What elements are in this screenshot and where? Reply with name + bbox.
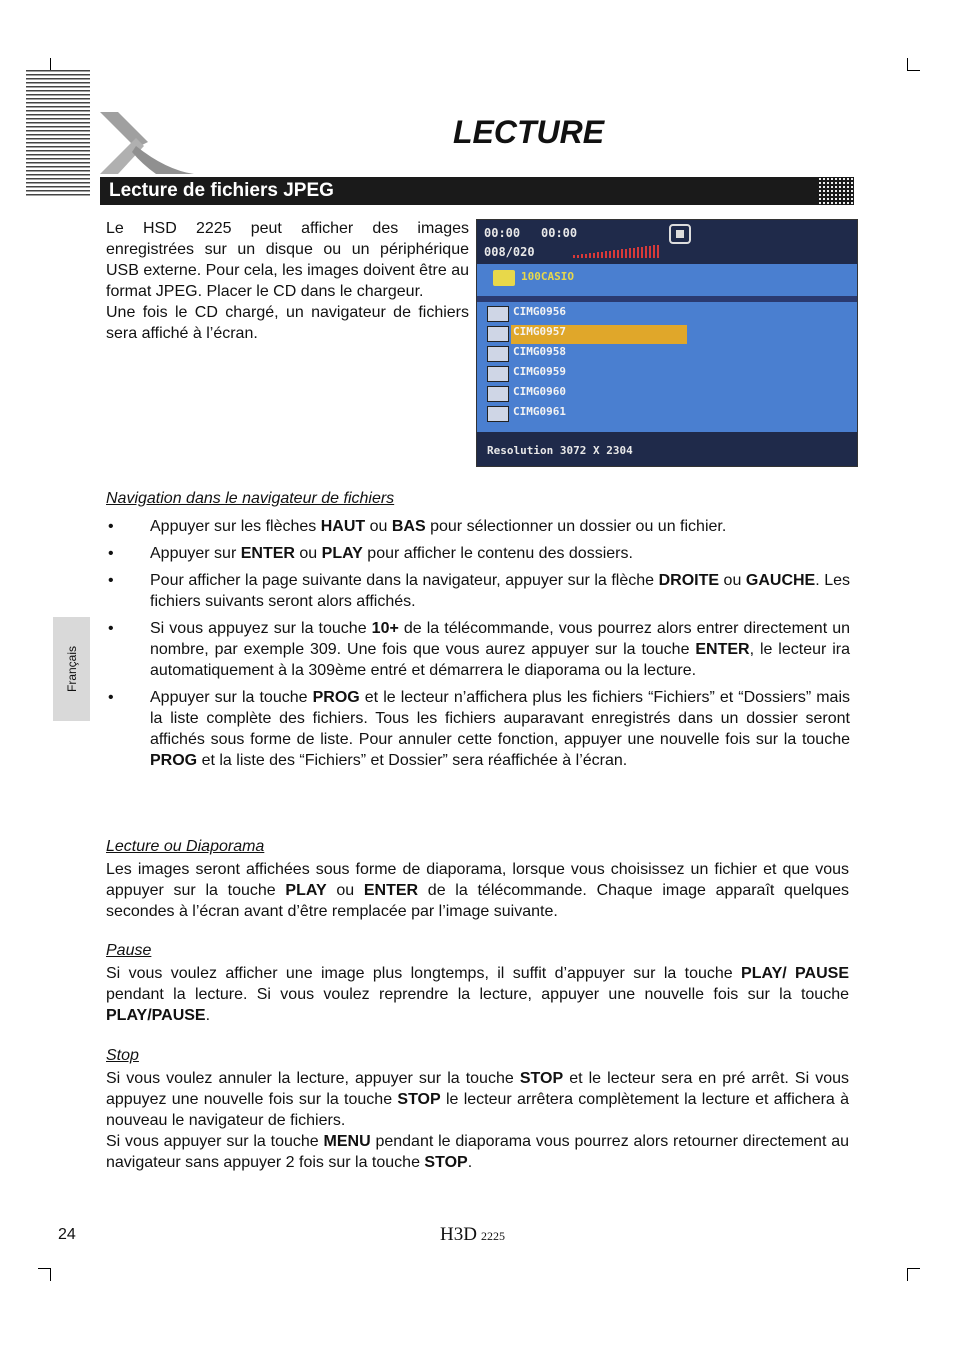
key-name: ENTER	[240, 545, 295, 562]
file-name: CIMG0961	[513, 405, 566, 418]
stop-heading: Stop	[106, 1047, 139, 1064]
folder-name: 100CASIO	[521, 270, 574, 283]
page-number: 24	[58, 1226, 76, 1243]
stop-paragraph-2: Si vous appuyer sur la touche MENU pendant le diaporama vous pourrez alors retourner directement au navigateur sans appuyer 2 fois sur la touche STOP.	[106, 1133, 850, 1171]
key-name: ENTER	[363, 882, 419, 899]
folder-icon	[493, 270, 515, 286]
section-header-bar	[100, 177, 854, 205]
file-name: CIMG0958	[513, 345, 566, 358]
list-item: • Pour afficher la page suivante dans la navigateur, appuyer sur la flèche DROITE ou GAUCHE. Les fichiers suivants seront alors affichés.	[108, 572, 851, 610]
key-name: PLAY/ PAUSE	[741, 965, 849, 982]
key-name: DROITE	[658, 572, 720, 589]
navigation-bullet-list	[106, 516, 850, 777]
bullet-dot: •	[108, 572, 114, 589]
header-stripes	[26, 70, 90, 198]
camera-file-icon	[487, 386, 509, 402]
crop-mark-bottom-right	[907, 1268, 920, 1281]
language-label: Français	[64, 645, 79, 693]
key-name: STOP	[397, 1091, 441, 1108]
file-row	[487, 384, 687, 402]
slideshow-paragraph: Les images seront affichées sous forme de diaporama, lorsque vous choisissez un fichier et que vous appuyer sur la touche PLAY ou ENTER de la télécommande. Chaque image apparaît quelques secondes à l’écran avant d’être remplacée par l’image suivante.	[106, 861, 850, 920]
language-tab	[53, 617, 90, 721]
stop-paragraph	[106, 1068, 849, 1173]
file-name: CIMG0960	[513, 385, 566, 398]
file-name: CIMG0956	[513, 305, 566, 318]
intro-paragraph-1: Le HSD 2225 peut afficher des images enregistrées sur un disque ou un périphérique USB externe. Pour cela, les images doivent être au format JPEG. Placer le CD dans le chargeur.	[106, 220, 469, 300]
track-counter: 008/020	[484, 245, 535, 259]
section-title: Lecture de fichiers JPEG	[109, 180, 334, 201]
model-number: 2225	[480, 1229, 505, 1243]
key-name: PLAY	[285, 882, 327, 899]
file-row	[487, 364, 687, 382]
camera-file-icon	[487, 406, 509, 422]
file-name: CIMG0959	[513, 365, 566, 378]
list-item: • Appuyer sur ENTER ou PLAY pour afficher le contenu des dossiers.	[108, 545, 633, 562]
key-name: STOP	[424, 1154, 468, 1171]
camera-file-icon	[487, 326, 509, 342]
bullet-dot: •	[108, 689, 114, 706]
intro-paragraph-2: Une fois le CD chargé, un navigateur de fichiers sera affiché à l’écran.	[106, 304, 469, 342]
key-name: PLAY/PAUSE	[106, 1007, 206, 1024]
camera-file-icon	[487, 306, 509, 322]
key-name: MENU	[323, 1133, 371, 1150]
key-name: PLAY	[321, 545, 363, 562]
slideshow-heading: Lecture ou Diaporama	[106, 838, 265, 855]
time-total: 00:00	[541, 226, 578, 240]
stop-paragraph-1: Si vous voulez annuler la lecture, appuyer sur la touche STOP et le lecteur sera en pré arrêt. Si vous appuyez une nouvelle fois sur la touche STOP le lecteur arrêtera complètement la lecture et affichera à nouveau le navigateur de fichiers.	[106, 1070, 850, 1129]
key-name: ENTER	[695, 641, 750, 658]
brand-x-logo	[96, 108, 196, 178]
camera-file-icon	[487, 346, 509, 362]
model-letters: H3D	[440, 1224, 477, 1245]
section-bar-dots	[818, 177, 854, 205]
file-row	[487, 344, 687, 362]
bullet-dot: •	[108, 545, 114, 562]
camera-file-icon	[487, 366, 509, 382]
list-item: • Appuyer sur la touche PROG et le lecteur n’affichera plus les fichiers “Fichiers” et “Dossiers” mais la liste complète des fichiers. Tous les fichiers auparavant enregistrés dans un dossier seront affichés sous forme de liste. Pour annuler cette fonction, appuyer une nouvelle fois sur la touche PROG et la liste des “Fichiers” et Dossier” sera réaffichée à l’écran.	[108, 689, 850, 769]
key-name: STOP	[519, 1070, 564, 1087]
key-name: PROG	[312, 689, 360, 706]
time-elapsed: 00:00	[484, 226, 521, 240]
resolution-readout: Resolution 3072 X 2304	[487, 444, 633, 457]
crop-mark-top-right	[907, 58, 920, 71]
file-browser-screenshot	[476, 219, 858, 467]
list-item: • Appuyer sur les flèches HAUT ou BAS pour sélectionner un dossier ou un fichier.	[108, 518, 727, 535]
crop-mark-bottom-left	[38, 1268, 51, 1281]
key-name: PROG	[150, 752, 198, 769]
pause-paragraph: Si vous voulez afficher une image plus longtemps, il suffit d’appuyer sur la touche PLAY/ PAUSE pendant la lecture. Si vous voulez reprendre la lecture, appuyer une nouvelle fois sur la touche PLAY/PAUSE.	[106, 965, 849, 1024]
key-name: 10+	[371, 620, 399, 637]
stop-icon	[669, 224, 691, 244]
file-row	[487, 404, 687, 422]
key-name: HAUT	[320, 518, 366, 535]
bullet-dot: •	[108, 620, 114, 637]
signal-bars-icon	[573, 244, 663, 258]
key-name: BAS	[391, 518, 426, 535]
footer-model-name	[440, 1224, 505, 1246]
key-name: GAUCHE	[745, 572, 816, 589]
page-title: LECTURE	[453, 114, 605, 150]
file-name: CIMG0957	[513, 325, 566, 338]
pause-heading: Pause	[106, 942, 152, 959]
intro-text	[106, 218, 469, 344]
file-row	[487, 304, 687, 322]
file-row	[487, 324, 687, 342]
bullet-dot: •	[108, 518, 114, 535]
navigation-heading: Navigation dans le navigateur de fichiers	[106, 490, 395, 507]
list-item: • Si vous appuyez sur la touche 10+ de la télécommande, vous pourrez alors entrer directement un nombre, par exemple 309. Une fois que vous aurez appuyer sur la touche ENTER, le lecteur ira automatiquement à la 309ème entré et démarrera le diaporama ou la lecture.	[108, 620, 851, 679]
